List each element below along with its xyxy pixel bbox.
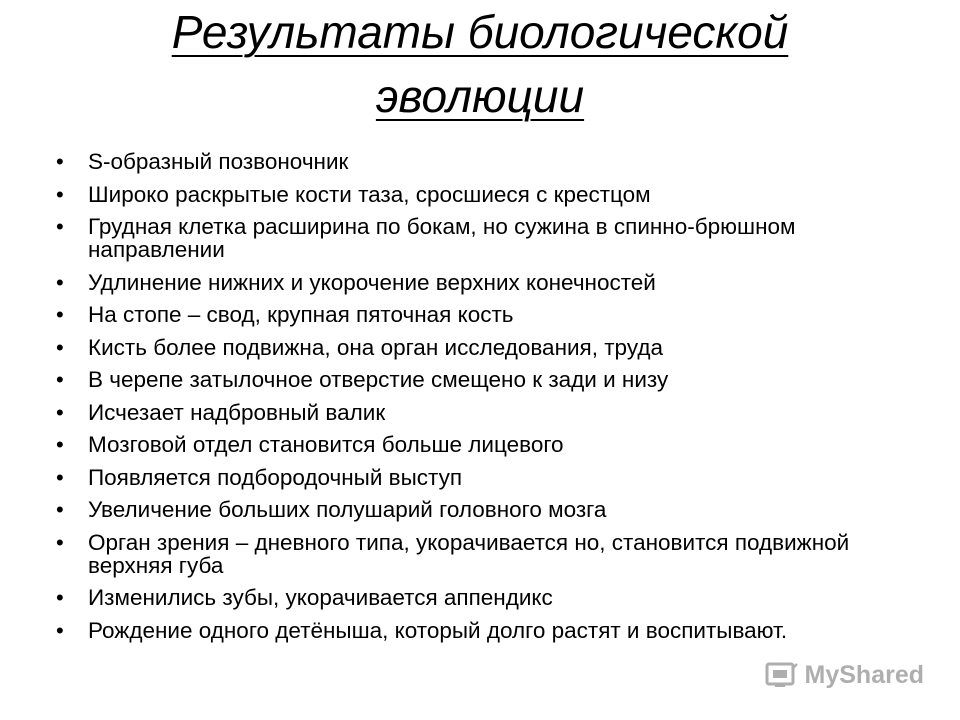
bullet-text: Исчезает надбровный валик bbox=[88, 399, 386, 425]
bullet-text: Изменились зубы, укорачивается аппендикс bbox=[88, 585, 553, 610]
bullet-item bbox=[56, 215, 916, 261]
bullet-item bbox=[56, 586, 916, 609]
bullet-item bbox=[56, 271, 916, 294]
bullet-dot: • bbox=[56, 497, 64, 522]
bullet-dot: • bbox=[56, 399, 64, 425]
myshared-logo-icon bbox=[765, 660, 799, 690]
bullet-item bbox=[56, 336, 916, 359]
bullet-text: Рождение одного детёныша, который долго растят и воспитывают. bbox=[88, 617, 788, 643]
bullet-item bbox=[56, 498, 916, 521]
bullet-dot: • bbox=[56, 367, 64, 392]
bullet-dot: • bbox=[56, 181, 64, 207]
bullet-item bbox=[56, 401, 916, 424]
bullet-text: Широко раскрытые кости таза, сросшиеся с крестцом bbox=[88, 181, 651, 207]
bullet-dot: • bbox=[56, 214, 64, 239]
bullet-item bbox=[56, 368, 916, 391]
bullet-text: Увеличение больших полушарий головного мозга bbox=[88, 497, 607, 522]
bullet-dot: • bbox=[56, 432, 64, 457]
bullet-dot: • bbox=[56, 149, 64, 174]
bullet-text: В черепе затылочное отверстие смещено к зади и низу bbox=[88, 367, 669, 392]
bullet-text: S-образный позвоночник bbox=[88, 149, 349, 174]
bullet-item bbox=[56, 466, 916, 489]
bullet-item bbox=[56, 531, 916, 577]
watermark-text: MyShared bbox=[804, 660, 924, 689]
bullet-dot: • bbox=[56, 617, 64, 643]
myshared-watermark bbox=[765, 660, 924, 690]
bullet-text: Мозговой отдел становится больше лицевого bbox=[88, 432, 564, 457]
bullet-dot: • bbox=[56, 334, 64, 360]
bullet-item bbox=[56, 433, 916, 456]
bullet-dot: • bbox=[56, 529, 64, 555]
bullet-text: Удлинение нижних и укорочение верхних конечностей bbox=[88, 269, 656, 295]
bullet-text: Орган зрения – дневного типа, укорачивается но, становится подвижной верхняя губа bbox=[88, 529, 850, 578]
bullet-dot: • bbox=[56, 464, 64, 490]
bullet-text: Появляется подбородочный выступ bbox=[88, 464, 463, 490]
slide-title bbox=[60, 0, 900, 128]
bullet-item bbox=[56, 183, 916, 206]
bullet-item bbox=[56, 619, 916, 642]
slide-title-line-1: Результаты биологической bbox=[171, 6, 789, 58]
slide-title-line-2: эволюции bbox=[375, 70, 585, 122]
bullet-list bbox=[56, 150, 916, 651]
bullet-item bbox=[56, 303, 916, 326]
bullet-text: Грудная клетка расширина по бокам, но сужина в спинно-брюшном направлении bbox=[88, 214, 796, 262]
bullet-text: Кисть более подвижна, она орган исследования, труда bbox=[88, 334, 663, 360]
bullet-text: На стопе – свод, крупная пяточная кость bbox=[88, 302, 514, 327]
bullet-dot: • bbox=[56, 585, 64, 610]
bullet-dot: • bbox=[56, 269, 64, 295]
bullet-dot: • bbox=[56, 302, 64, 327]
bullet-item bbox=[56, 150, 916, 173]
